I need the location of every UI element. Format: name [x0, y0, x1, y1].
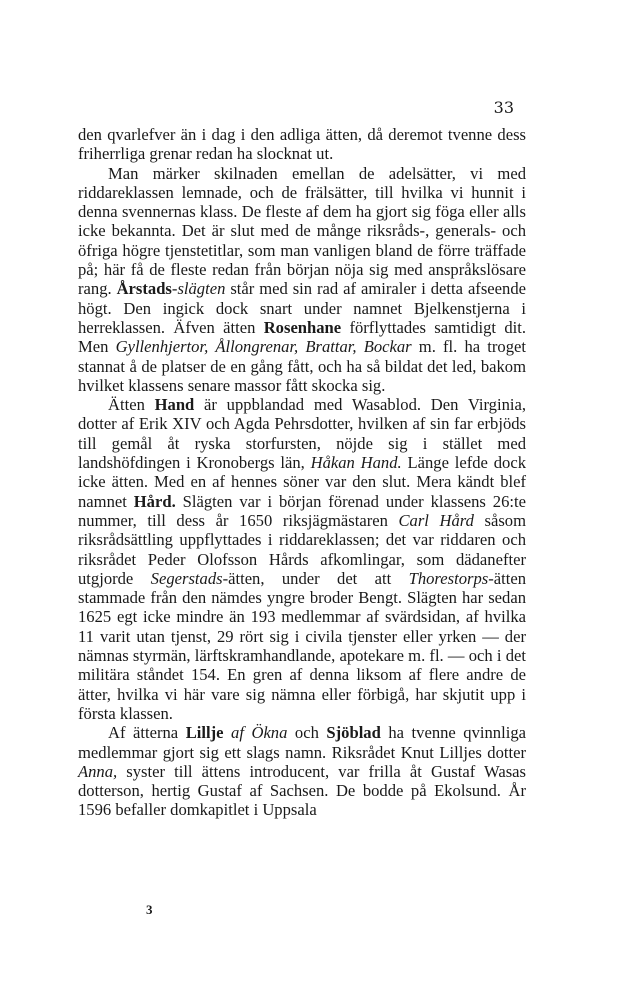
text-run: -: [171, 279, 178, 299]
text-run: och: [287, 723, 327, 743]
text-run: m. fl. ha troget stannat å de platser de en gång fått, och ha så bildat det led, bakom hvilket klassens senare massor fått skocka sig.: [78, 337, 526, 395]
paragraph: [78, 164, 526, 396]
italic-name: Gyllenhjertor, Ållongrenar, Brattar, Bockar: [115, 337, 412, 357]
paragraph: [78, 395, 526, 723]
bold-name: Rosenhane: [263, 317, 342, 337]
text-run: Man märker skilnaden emellan de adelsätter, vi med riddareklassen lemnade, och de frälsätter, till hvilka vi hunnit i denna svennernas klass. De fleste af dem ha gjort sig föga eller alls icke bekannta. Det är slut med de månge riksråds-, generals- och öfriga högre tjenstetitlar, som man vanligen bland de förre träffade på; här få de fleste redan från början nöja sig med anspråkslösare rang.: [78, 163, 526, 299]
text-run: Slägten var i början förenad under klassens 26:te nummer, till dess år 1650 riksjägmästaren: [78, 491, 526, 530]
bold-name: Hand: [154, 395, 195, 415]
text-run: syster till ättens introducent, var frilla åt Gustaf Wasas dotterson, hertig Gustaf af Sachsen. De bodde på Ekolsund. År 1596 befaller domkapitlet i Uppsala: [78, 761, 526, 820]
italic-name: Segerstads: [150, 568, 223, 588]
text-run: Af ätterna: [108, 723, 186, 743]
body-text: [78, 125, 526, 820]
text-run: Länge lefde dock icke ätten. Med en af hennes söner var den slut. Mera kändt blef namnet: [78, 453, 526, 511]
italic-name: Carl Hård: [398, 510, 474, 530]
bold-name: Årstads: [116, 279, 172, 299]
signature-mark: 3: [146, 902, 153, 917]
text-run: är uppblandad med Wasablod. Den Virginia, dotter af Erik XIV och Agda Pehrsdotter, hvilken af sin far erbjöds till gemål åt ryska storfursten, nöjde sig i stället med landshöfdingen i Kronobergs län,: [78, 395, 527, 473]
text-run: ha tvenne qvinnliga medlemmar gjort sig ett slags namn. Riksrådet Knut Lilljes dotter: [78, 723, 526, 762]
text-run: Ätten: [108, 395, 155, 415]
text-run: [224, 723, 232, 742]
italic-name: slägten: [177, 279, 226, 299]
text-run: den qvarlefver än i dag i den adliga ätten, då deremot tvenne dess friherrliga grenar redan ha slocknat ut.: [78, 125, 526, 164]
italic-name: Håkan Hand.: [310, 453, 402, 473]
italic-name: af Ökna: [231, 723, 288, 743]
text-run: står med sin rad af amiraler i detta afseende högt. Den ingick dock snart under namnet Bjelkenstjerna i herreklassen. Äfven ätten: [78, 279, 526, 337]
text-run: förflyttades samtidigt dit. Men: [78, 317, 526, 357]
text-run: såsom riksrådsättling uppflyttades i riddareklassen; det var riddaren och riksrådet Peder Olofsson Hårds afkomlingar, som dädanefter utgjorde: [78, 510, 527, 588]
bold-name: Lillje: [185, 723, 224, 743]
italic-name: Thorestorps: [408, 568, 489, 588]
paragraph: [78, 723, 526, 819]
text-run: -ätten stammade från den nämdes yngre broder Bengt. Slägten har sedan 1625 egt icke mindre än 193 medlemmar af svärdsidan, af hvilka 11 varit utan tjenst, 29 rört sig i civila tjenster eller yrken — der nämnas styrmän, lärftskramhandlande, apotekare m. fl. — och i det militära ståndet 154. En gren af denna liksom af flere andre de ätter, hvilka vi här vare sig nämna eller förbigå, har skjutit upp i första klassen.: [78, 568, 526, 723]
paragraph: [78, 125, 526, 164]
page-number: 33: [493, 98, 514, 117]
text-run: -ätten, under det att: [222, 568, 409, 588]
bold-name: Sjöblad: [326, 723, 381, 743]
italic-name: Anna,: [78, 761, 118, 781]
bold-name: Hård.: [133, 491, 176, 511]
